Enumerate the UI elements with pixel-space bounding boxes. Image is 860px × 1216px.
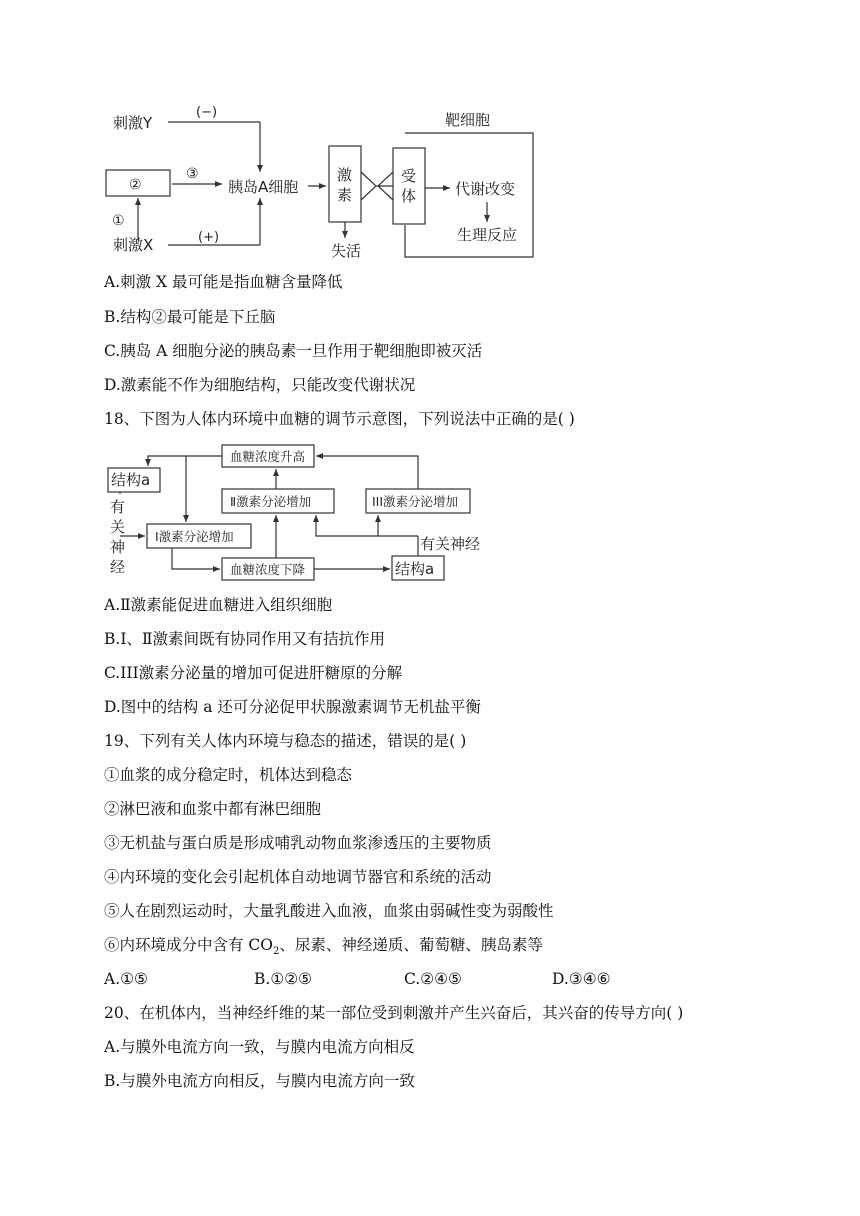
q19-choice-c: C.②④⑤ [404, 970, 462, 988]
q20-stem: 20、在机体内，当神经纤维的某一部位受到刺激并产生兴奋后，其兴奋的传导方向( ) [104, 1004, 684, 1022]
q18-glucose-diagram [0, 436, 860, 596]
q17-option-c: C.胰岛 A 细胞分泌的胰岛素一旦作用于靶细胞即被灭活 [104, 342, 483, 360]
struct-a-label: 结构a [111, 471, 151, 489]
q18-option-a: A.Ⅱ激素能促进血糖进入组织细胞 [104, 596, 333, 614]
minus-sign: (−) [196, 105, 218, 120]
nerve-left-1: 有 [110, 498, 126, 516]
hormone-2-label: Ⅱ激素分泌增加 [230, 494, 312, 509]
stimulus-x-label: 刺激X [113, 236, 154, 254]
q19-item-3: ③无机盐与蛋白质是形成哺乳动物血浆渗透压的主要物质 [104, 834, 492, 852]
receptor-label-top: 受 [401, 167, 417, 185]
target-cell-label: 靶细胞 [445, 111, 491, 129]
q18-option-c: C.III激素分泌量的增加可促进肝糖原的分解 [104, 664, 403, 682]
inactivated-label: 失活 [331, 242, 362, 260]
q17-hormone-diagram [0, 0, 860, 270]
q18-stem: 18、下图为人体内环境中血糖的调节示意图，下列说法中正确的是( ) [104, 410, 575, 428]
q19-item-1: ①血浆的成分稳定时，机体达到稳态 [104, 766, 353, 784]
nerve-left-3: 神 [110, 538, 126, 556]
q19-choice-a: A.①⑤ [104, 970, 148, 988]
q19-item-6-prefix: ⑥内环境成分中含有 CO [104, 936, 273, 954]
q17-option-a: A.刺激 X 最可能是指血糖含量降低 [104, 273, 343, 291]
physiological-response-label: 生理反应 [457, 226, 518, 244]
circle-2-label: ② [129, 177, 142, 193]
metabolism-change-label: 代谢改变 [455, 180, 516, 198]
struct-a-bottom-label: 结构a [395, 560, 435, 578]
q19-item-4: ④内环境的变化会引起机体自动地调节器官和系统的活动 [104, 868, 492, 886]
q19-item-6-suffix: 、尿素、神经递质、葡萄糖、胰岛素等 [279, 936, 543, 954]
nerve-left-2: 关 [110, 518, 126, 536]
q17-option-d: D.激素能不作为细胞结构，只能改变代谢状况 [104, 376, 416, 394]
hormone-1-label: Ⅰ激素分泌增加 [155, 529, 234, 544]
q19-stem: 19、下列有关人体内环境与稳态的描述，错误的是( ) [104, 732, 467, 750]
q20-option-a: A.与膜外电流方向一致，与膜内电流方向相反 [104, 1038, 415, 1056]
nerve-right-label: 有关神经 [420, 535, 481, 553]
receptor-label-bottom: 体 [401, 187, 417, 205]
q19-choice-b: B.①②⑤ [254, 970, 313, 988]
islet-a-cell-label: 胰岛A细胞 [228, 178, 299, 196]
hormone-label-top: 激 [337, 166, 353, 184]
stimulus-y-label: 刺激Y [113, 114, 153, 132]
circle-1-label: ① [112, 213, 125, 229]
hormone-3-label: III激素分泌增加 [372, 494, 459, 509]
q17-option-b: B.结构②最可能是下丘脑 [104, 308, 276, 326]
q18-option-d: D.图中的结构 a 还可分泌促甲状腺激素调节无机盐平衡 [104, 698, 481, 716]
q20-option-b: B.与膜外电流方向相反，与膜内电流方向一致 [104, 1072, 415, 1090]
nerve-left-4: 经 [110, 558, 126, 576]
hormone-label-bottom: 素 [337, 186, 353, 204]
glucose-up-label: 血糖浓度升高 [230, 449, 306, 464]
q19-choice-d: D.③④⑥ [552, 970, 611, 988]
glucose-down-label: 血糖浓度下降 [230, 562, 306, 577]
q19-item-5: ⑤人在剧烈运动时，大量乳酸进入血液，血浆由弱碱性变为弱酸性 [104, 902, 554, 920]
q19-item-6 [104, 934, 543, 963]
q18-option-b: B.Ⅰ、Ⅱ激素间既有协同作用又有拮抗作用 [104, 630, 385, 648]
q19-item-2: ②淋巴液和血浆中都有淋巴细胞 [104, 800, 322, 818]
circle-3-label: ③ [186, 166, 199, 182]
q19-item-6-subscript: 2 [273, 946, 280, 958]
plus-sign: (+) [198, 230, 220, 245]
